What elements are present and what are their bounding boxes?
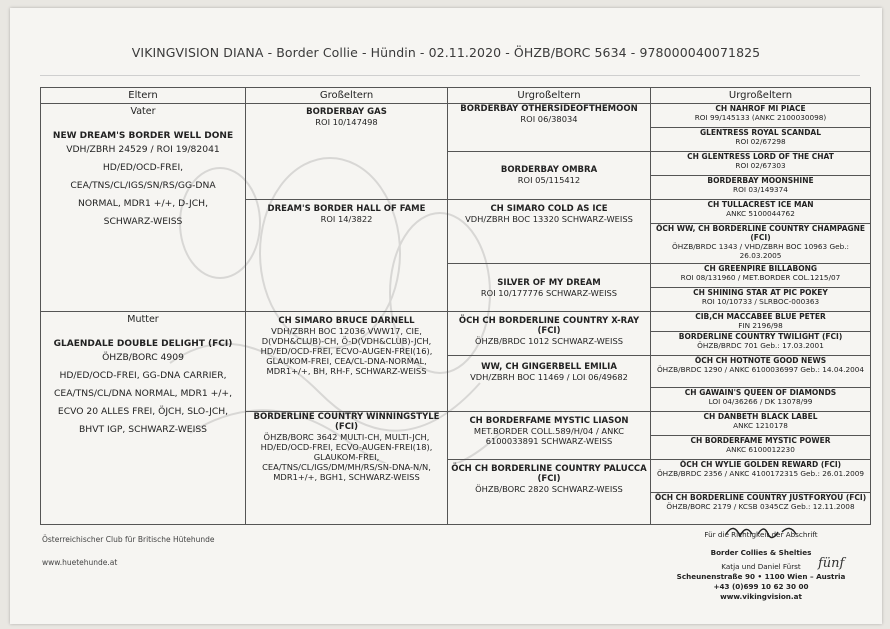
g3-name: CIB,CH MACCABEE BLUE PETER	[695, 312, 826, 322]
stamp-kennel: Border Collies & Shelties	[710, 548, 812, 557]
great-grandparent-cell	[448, 312, 651, 356]
g3-name: BORDERBAY MOONSHINE	[707, 175, 814, 185]
g3-info: ROI 02/67303	[735, 160, 786, 170]
g3-info: ROI 10/10733 / SLRBOC-000363	[701, 297, 820, 307]
pedigree-sheet	[10, 8, 882, 624]
great-grandparent-cell	[448, 151, 651, 199]
grandparent-name: CH SIMARO BRUCE DARNELL	[278, 316, 415, 327]
dam-info-line: CEA/TNS/CL/DNA NORMAL, MDR1 +/+,	[53, 388, 233, 400]
g3-info: LOI 04/36266 / DK 13078/99	[708, 397, 813, 407]
great-grandparent-info: ÖHZB/BORC 2820 SCHWARZ-WEISS	[475, 484, 623, 495]
great-grandparent-info: ROI 06/38034	[520, 113, 578, 124]
g3-info: ÖHZB/BRDC 1343 / VHD/ZBRH BOC 10963 Geb.: 26.03.2005	[671, 241, 850, 260]
g3-info: ANKC 6100012230	[726, 445, 795, 455]
g3-cell	[651, 264, 871, 288]
g3-cell	[651, 388, 871, 412]
dam-name: GLAENDALE DOUBLE DELIGHT (FCI)	[53, 339, 233, 350]
sire-role: Vater	[130, 105, 156, 117]
great-grandparent-cell	[448, 460, 651, 525]
g3-cell	[651, 103, 871, 127]
grandparent-info: ROI 14/3822	[320, 213, 373, 224]
stamp-certification: Für die Richtigkeit der Abschrift	[704, 530, 818, 539]
g3-name: CH DANBETH BLACK LABEL	[703, 412, 818, 422]
great-grandparent-name: WW, CH GINGERBELL EMILIA	[481, 362, 617, 372]
header-grandparents: Großeltern	[246, 88, 448, 104]
grandparent-name: BORDERBAY GAS	[306, 106, 387, 117]
g3-info: ÖHZB/BRDC 1290 / ANKC 6100036997 Geb.: 14.04.2004	[656, 365, 865, 374]
g3-cell	[651, 356, 871, 388]
g3-cell	[651, 151, 871, 175]
g3-name: ÖCH WW, CH BORDERLINE COUNTRY CHAMPAGNE (FCI)	[655, 223, 866, 242]
dam-role: Mutter	[127, 314, 159, 326]
g3-cell	[651, 312, 871, 332]
great-grandparent-name: ÖCH CH BORDERLINE COUNTRY PALUCCA (FCI)	[451, 464, 647, 485]
great-grandparent-name: ÖCH CH BORDERLINE COUNTRY X-RAY (FCI)	[458, 316, 640, 337]
great-grandparent-name: CH BORDERFAME MYSTIC LIASON	[469, 416, 629, 427]
g3-name: GLENTRESS ROYAL SCANDAL	[699, 127, 821, 137]
g3-info: ROI 08/131960 / MET.BORDER COL.1215/07	[680, 273, 841, 283]
great-grandparent-info: ÖHZB/BRDC 1012 SCHWARZ-WEISS	[474, 336, 624, 347]
g3-name: CH BORDERFAME MYSTIC POWER	[690, 436, 831, 446]
grandparent-cell	[246, 412, 448, 525]
sire-name: NEW DREAM'S BORDER WELL DONE	[52, 130, 234, 141]
dam-info-line: ECVO 20 ALLES FREI, ÖJCH, SLO-JCH,	[57, 406, 229, 418]
g3-name: CH NAHROF MI PIACE	[715, 103, 806, 113]
stamp-phone: +43 (0)699 10 62 30 00	[713, 582, 809, 591]
grandparent-name: DREAM'S BORDER HALL OF FAME	[267, 203, 426, 214]
sire-info-line: VDH/ZBRH 24529 / ROI 19/82041	[66, 143, 220, 155]
grandparent-cell	[246, 312, 448, 412]
dam-info-line: ÖHZB/BORC 4909	[102, 352, 184, 364]
g3-cell	[651, 175, 871, 199]
g3-info: ANKC 1210178	[733, 421, 788, 431]
g3-name: ÖCH CH BORDERLINE COUNTRY JUSTFORYOU (FCI)	[654, 492, 867, 502]
great-grandparent-info: ROI 10/177776 SCHWARZ-WEISS	[480, 287, 618, 298]
stamp-website: www.vikingvision.at	[720, 592, 802, 601]
header-parents: Eltern	[41, 88, 246, 104]
g3-cell	[651, 412, 871, 436]
stamp-owners: Katja und Daniel Fürst	[721, 562, 801, 571]
grandparent-info: ROI 10/147498	[315, 116, 378, 127]
great-grandparent-name: CH SIMARO COLD AS ICE	[490, 203, 608, 214]
sire-info-line: HD/ED/OCD-FREI,	[102, 161, 184, 173]
dam-cell	[41, 312, 246, 525]
sire-cell	[41, 103, 246, 312]
grandparent-info: VDH/ZBRH BOC 12036 VWW17, CIE, D(VDH&CLUB)-CH, Ö-D(VDH&CLUB)-JCH, HD/ED/OCD-FREI, ECVO-AUGEN-FREI(16), GLAUKOM-FREI, CEA/CL-DNA-NORMAL, MDR1+/+, BH, RH-F, SCHWARZ-WEISS	[260, 326, 433, 377]
dam-info-line: HD/ED/OCD-FREI, GG-DNA CARRIER,	[59, 370, 227, 382]
great-grandparent-name: BORDERBAY OTHERSIDEOFTHEMOON	[460, 103, 638, 114]
grandparent-cell	[246, 103, 448, 199]
document-title: VIKINGVISION DIANA - Border Collie - Hündin - 02.11.2020 - ÖHZB/BORC 5634 - 978000040071825	[131, 45, 761, 60]
g3-cell	[651, 127, 871, 151]
g3-name: CH GLENTRESS LORD OF THE CHAT	[687, 151, 834, 161]
g3-name: CH SHINING STAR AT PIC POKEY	[693, 288, 828, 298]
great-grandparent-cell	[448, 199, 651, 264]
g3-info: ANKC 5100044762	[726, 208, 795, 218]
grandparent-info: ÖHZB/BORC 3642 MULTI-CH, MULTI-JCH, HD/ED/OCD-FREI, ECVO-AUGEN-FREI(18), GLAUKOM-FREI, CEA/TNS/CL/IGS/DM/MH/RS/SN-DNA-N/N, MDR1+/+, BGH1, SCHWARZ-WEISS	[260, 432, 433, 483]
great-grandparent-cell	[448, 103, 651, 151]
sire-info-line: CEA/TNS/CL/IGS/SN/RS/GG-DNA	[70, 179, 216, 191]
dam-info-line: BHVT IGP, SCHWARZ-WEISS	[79, 424, 207, 436]
g3-info: ROI 03/149374	[733, 184, 788, 194]
great-grandparent-info: VDH/ZBRH BOC 11469 / LOI 06/49682	[470, 372, 628, 382]
g3-name: ÖCH CH WYLIE GOLDEN REWARD (FCI)	[679, 460, 842, 470]
g3-cell	[651, 288, 871, 312]
g3-name: CH GAWAIN'S QUEEN OF DIAMONDS	[684, 388, 837, 398]
great-grandparent-name: SILVER OF MY DREAM	[497, 277, 601, 288]
great-grandparent-cell	[448, 412, 651, 460]
g3-cell	[651, 332, 871, 356]
g3-cell	[651, 199, 871, 223]
club-name: Österreichischer Club für Britische Hütehunde	[42, 535, 215, 544]
club-website: www.huetehunde.at	[42, 558, 118, 567]
g3-info: ÖHZB/BRDC 2356 / ANKC 4100172315 Geb.: 26.01.2009	[656, 469, 865, 479]
g3-info: ROI 99/145133 (ANKC 2100030098)	[694, 112, 827, 122]
g3-cell	[651, 436, 871, 460]
stamp-address: Scheunenstraße 90 • 1100 Wien – Austria	[676, 572, 846, 581]
g3-name: ÖCH CH HOTNOTE GOOD NEWS	[694, 356, 827, 365]
g3-info: ÖHZB/BORC 2179 / KCSB 0345CZ Geb.: 12.11.2008	[666, 501, 855, 511]
header-great-great-grandparents: Urgroßeltern	[651, 88, 871, 104]
g3-cell	[651, 223, 871, 264]
great-grandparent-cell	[448, 356, 651, 412]
sire-info-line: NORMAL, MDR1 +/+, D-JCH,	[78, 197, 208, 209]
g3-name: BORDERLINE COUNTRY TWILIGHT (FCI)	[678, 332, 843, 342]
handwritten-note: fünf	[818, 556, 845, 571]
g3-info: ÖHZB/BRDC 701 Geb.: 17.03.2001	[697, 341, 824, 351]
g3-name: CH GREENPIRE BILLABONG	[703, 264, 818, 274]
pedigree-table	[40, 87, 871, 525]
g3-info: FIN 2196/98	[738, 321, 783, 331]
great-grandparent-info: VDH/ZBRH BOC 13320 SCHWARZ-WEISS	[465, 213, 633, 224]
g3-name: CH TULLACREST ICE MAN	[707, 199, 814, 209]
g3-cell	[651, 460, 871, 492]
grandparent-name: BORDERLINE COUNTRY WINNINGSTYLE (FCI)	[253, 412, 440, 433]
g3-info: ROI 02/67298	[735, 136, 786, 146]
title-divider	[40, 75, 860, 76]
header-great-grandparents: Urgroßeltern	[448, 88, 651, 104]
sire-info-line: SCHWARZ-WEISS	[103, 215, 183, 227]
great-grandparent-name: BORDERBAY OMBRA	[500, 165, 598, 176]
handwritten-signature	[722, 520, 812, 542]
great-grandparent-info: ROI 05/115412	[517, 175, 581, 186]
great-grandparent-cell	[448, 264, 651, 312]
grandparent-cell	[246, 199, 448, 312]
great-grandparent-info: MET.BORDER COLL.589/H/04 / ANKC 6100033891 SCHWARZ-WEISS	[473, 426, 625, 447]
